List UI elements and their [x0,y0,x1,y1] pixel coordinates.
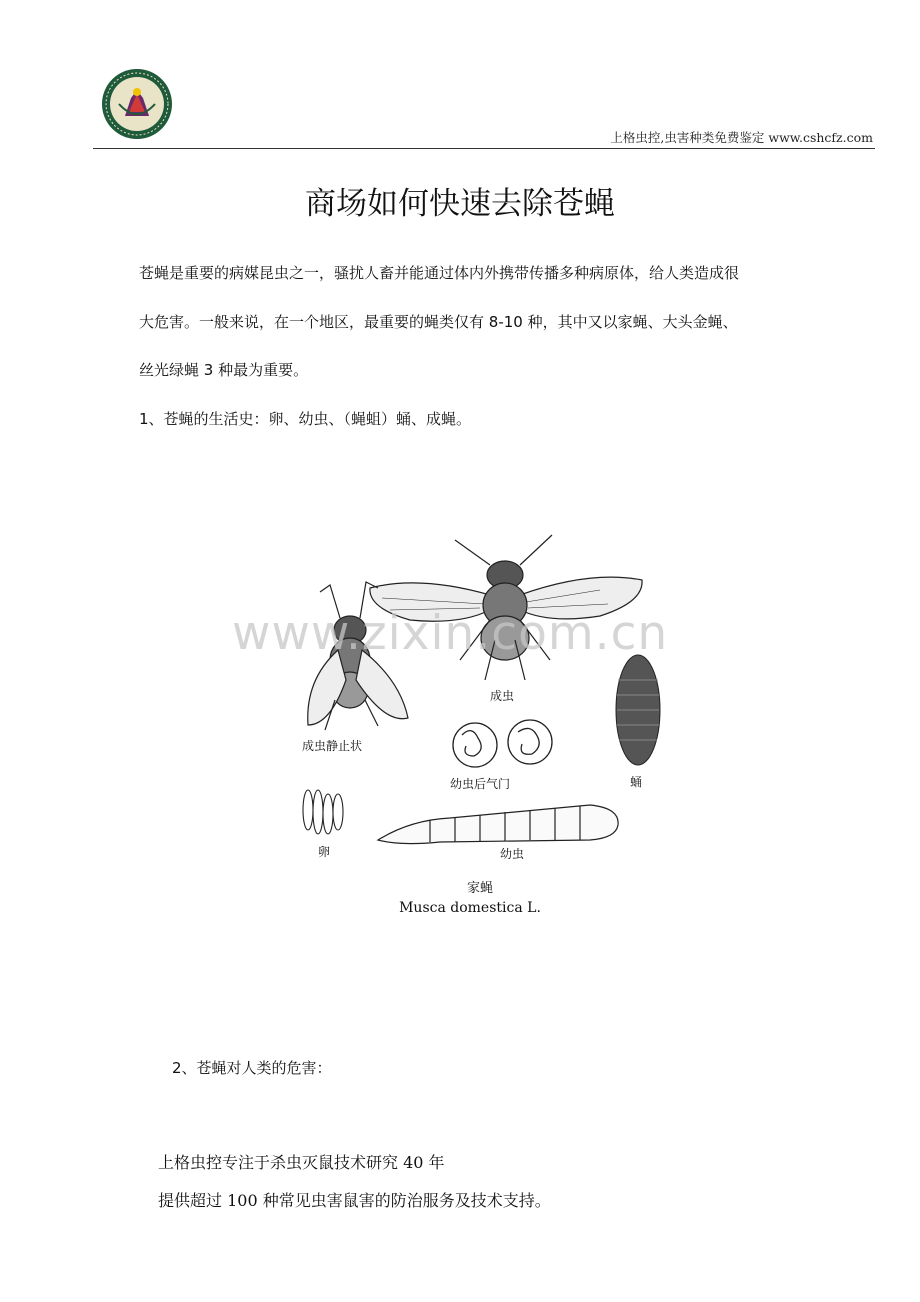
label-spiracles: 幼虫后气门 [450,777,511,791]
figure-caption-latin: Musca domestica L. [399,900,541,916]
housefly-lifecycle-illustration [290,520,690,920]
label-resting: 成虫静止状 [302,739,363,753]
label-larva: 幼虫 [500,847,525,861]
section-1-heading: 1、苍蝇的生活史：卵、幼虫、（蝇蛆）蛹、成蝇。 [139,410,472,428]
pupa-icon [616,655,660,765]
header-tagline: 上格虫控,虫害种类免费鉴定 www.cshcfz.com [610,130,873,145]
label-egg: 卵 [318,845,331,859]
figure-caption-cn: 家蝇 [466,881,494,896]
larva-icon [378,805,618,844]
section-2-heading: 2、苍蝇对人类的危害： [172,1059,332,1077]
eggs-icon [303,790,343,834]
label-pupa: 蛹 [630,775,643,789]
intro-line-2: 大危害。一般来说，在一个地区，最重要的蝇类仅有 8-10 种，其中又以家蝇、大头金蝇、 [139,313,738,331]
label-adult: 成虫 [490,689,515,703]
company-logo-icon [101,68,173,140]
footer-line-1: 上格虫控专注于杀虫灭鼠技术研究 40 年 [158,1153,445,1172]
intro-line-3: 丝光绿蝇 3 种最为重要。 [139,361,309,379]
header-divider [93,148,875,149]
page-title: 商场如何快速去除苍蝇 [305,186,615,222]
footer-line-2: 提供超过 100 种常见虫害鼠害的防治服务及技术支持。 [158,1191,551,1210]
watermark: www.zixin.com.cn [232,606,669,661]
intro-line-1: 苍蝇是重要的病媒昆虫之一，骚扰人畜并能通过体内外携带传播多种病原体，给人类造成很 [139,264,740,282]
larva-spiracles-icon [453,720,552,767]
